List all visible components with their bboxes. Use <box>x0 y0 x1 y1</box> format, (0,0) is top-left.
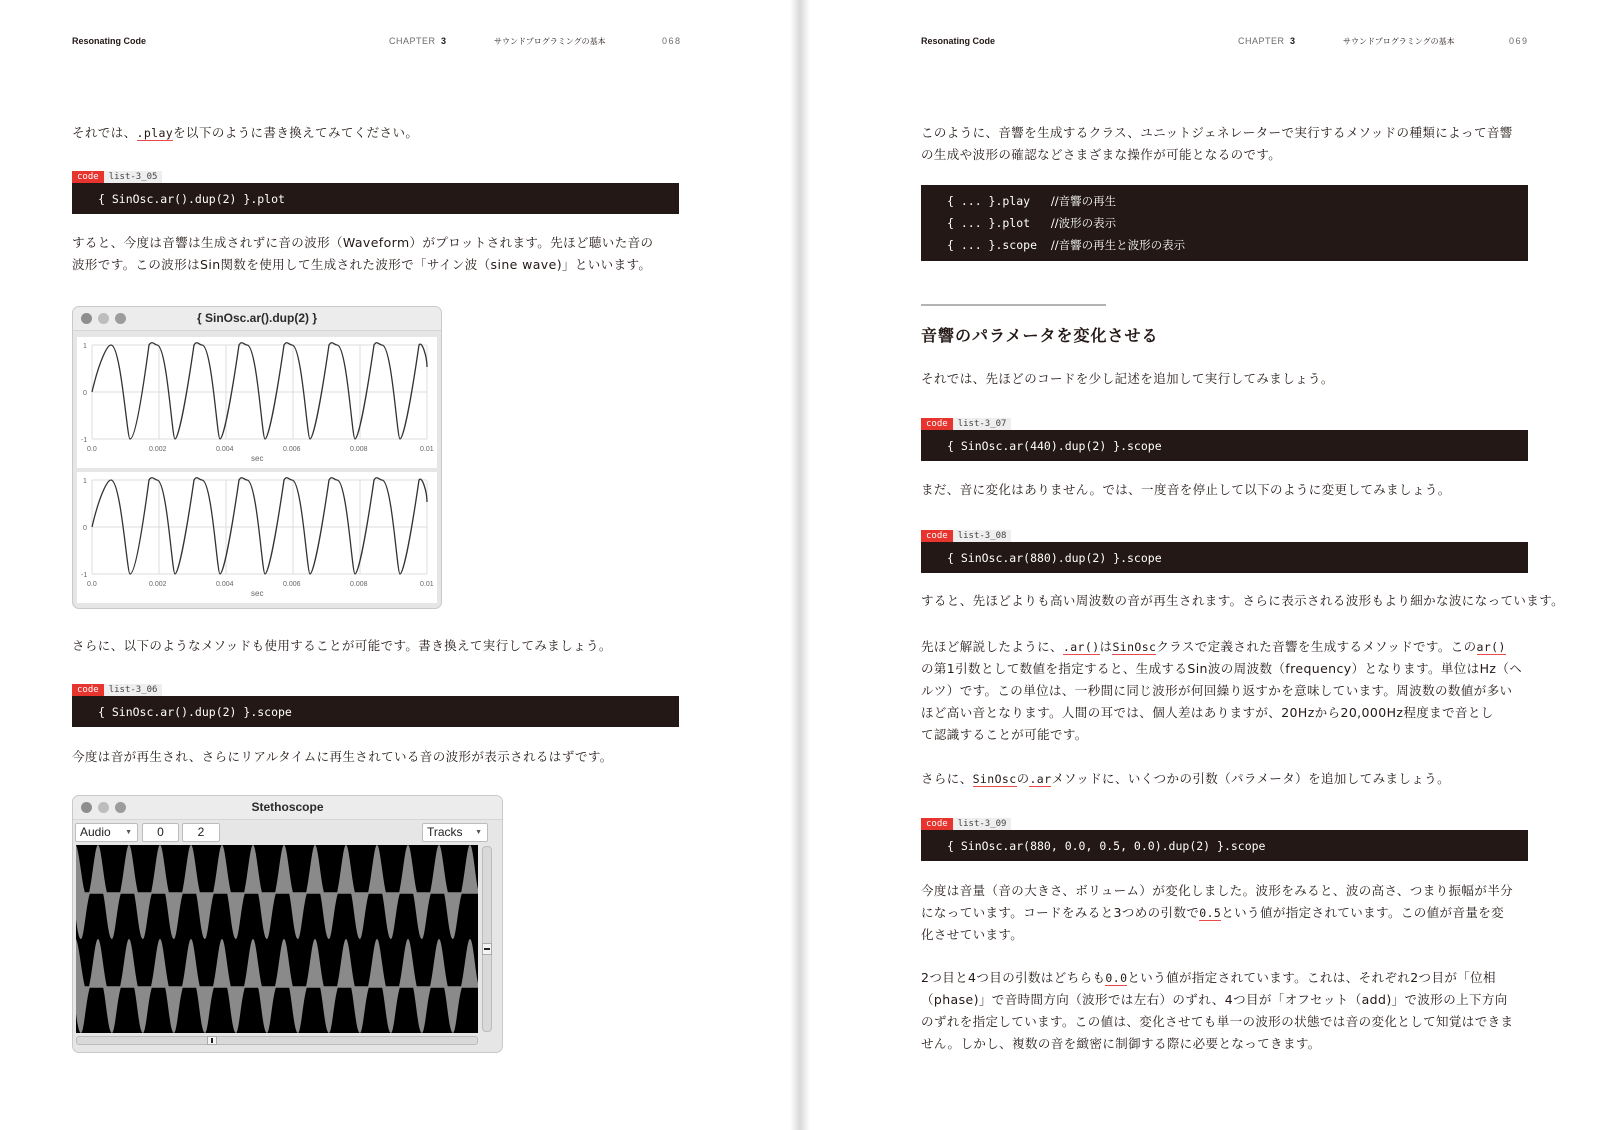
plot-panel-1 <box>77 337 437 468</box>
text-line: ルツ）です。この単位は、一秒間に同じ波形が何回繰り返すかを意味しています。周波数の数値が多い <box>921 683 1513 698</box>
scope-waveform-view <box>76 845 478 1033</box>
code-tag <box>72 171 679 183</box>
code-tag-id: list-3_05 <box>104 171 163 183</box>
stethoscope-window <box>72 795 503 1053</box>
inline-code: 0.0 <box>1105 971 1128 985</box>
inline-code: .ar <box>1029 772 1052 786</box>
text-line: すると、今度は音響は生成されずに音の波形（Waveform）がプロットされます。先ほど聴いた音の <box>72 235 654 250</box>
text-line: せん。しかし、複数の音を緻密に制御する際に必要となってきます。 <box>921 1036 1321 1051</box>
code-block <box>921 430 1528 461</box>
inline-code: SinOsc <box>1112 640 1157 654</box>
code-line: { SinOsc.ar(440).dup(2) }.scope <box>947 438 1162 453</box>
text-line: の第1引数として数値を指定すると、生成するSin波の周波数（frequency）となります。単位はHz（ヘ <box>921 661 1523 676</box>
code-tag-label: code <box>72 684 104 696</box>
left-page <box>0 0 790 1130</box>
code-line: { SinOsc.ar(880, 0.0, 0.5, 0.0).dup(2) }.scope <box>947 838 1266 853</box>
chapter-label: CHAPTER <box>1238 36 1285 46</box>
code-tag <box>72 684 679 696</box>
svg-text:-1: -1 <box>81 572 88 579</box>
section-divider <box>921 304 1106 306</box>
code-block <box>72 183 679 214</box>
code-tag <box>921 818 1528 830</box>
text: 今度は音が再生され、さらにリアルタイムに再生されている音の波形が表示されるはずです。 <box>72 749 613 764</box>
horizontal-zoom-slider[interactable] <box>76 1036 478 1045</box>
code-tag-id: list-3_09 <box>953 818 1012 830</box>
channel-index-field[interactable]: 0 <box>142 823 179 842</box>
code-line: { ... }.scope //音響の再生と波形の表示 <box>947 238 1186 252</box>
code-tag <box>921 418 1528 430</box>
code-tag-label: code <box>921 818 953 830</box>
scope-waveform <box>76 845 478 1033</box>
svg-text:0.008: 0.008 <box>350 446 368 453</box>
text-line: て認識することが可能です。 <box>921 727 1088 742</box>
book-title: Resonating Code <box>921 36 996 46</box>
right-para-4 <box>921 590 1581 612</box>
svg-text:0.01: 0.01 <box>420 581 434 588</box>
code-listing-3-06 <box>72 684 679 727</box>
text-line: 化させています。 <box>921 927 1024 942</box>
sine-plot-channel-1 <box>77 337 437 468</box>
running-header <box>72 36 682 50</box>
inline-code: ar() <box>1476 640 1506 654</box>
view-mode-value: Tracks <box>427 825 463 839</box>
right-page <box>810 0 1600 1130</box>
text-line: 今度は音量（音の大きさ、ボリューム）が変化しました。波形をみると、波の高さ、つまり振幅が半分 <box>921 883 1514 898</box>
inline-code: 0.5 <box>1199 906 1222 920</box>
svg-text:0.002: 0.002 <box>149 581 167 588</box>
text: さらに、以下のようなメソッドも使用することが可能です。書き換えて実行してみましょう。 <box>72 638 612 653</box>
code-line: { ... }.plot //波形の表示 <box>947 216 1117 230</box>
svg-text:1: 1 <box>83 343 87 350</box>
svg-text:0.0: 0.0 <box>87 446 97 453</box>
inline-code: .play <box>136 126 174 140</box>
rate-select-value: Audio <box>80 825 111 839</box>
section-heading: 音響のパラメータを変化させる <box>921 326 1159 345</box>
code-block <box>72 696 679 727</box>
channel-count-field[interactable]: 2 <box>182 823 220 842</box>
plot-window <box>72 306 442 609</box>
code-block <box>921 830 1528 861</box>
svg-text:0.006: 0.006 <box>283 446 301 453</box>
inline-code: .ar() <box>1062 640 1100 654</box>
page-number: 068 <box>662 36 682 46</box>
window-titlebar[interactable] <box>73 796 502 820</box>
code-listing-3-09 <box>921 818 1528 861</box>
page-number: 069 <box>1509 36 1529 46</box>
window-titlebar[interactable] <box>73 307 441 331</box>
text-line: のずれを指定しています。この値は、変化させても単一の波形の状態では音の変化として知覚はできま <box>921 1014 1514 1029</box>
rate-select[interactable] <box>75 823 138 842</box>
code-tag-label: code <box>72 171 104 183</box>
svg-text:1: 1 <box>83 478 87 485</box>
book-title: Resonating Code <box>72 36 147 46</box>
chevron-down-icon: ▼ <box>475 829 482 836</box>
code-listing-3-07 <box>921 418 1528 461</box>
text: すると、先ほどよりも高い周波数の音が再生されます。さらに表示される波形もより細かな波になっています。 <box>921 593 1565 608</box>
page-gutter <box>790 0 810 1130</box>
left-para-1 <box>72 122 682 144</box>
chapter-number: 3 <box>1290 36 1296 46</box>
text-line: 波形です。この波形はSin関数を使用して生成された波形で「サイン波（sine wave)」といいます。 <box>72 257 652 272</box>
svg-text:-1: -1 <box>81 437 88 444</box>
code-tag-label: code <box>921 530 953 542</box>
svg-text:0.006: 0.006 <box>283 581 301 588</box>
text: それでは、先ほどのコードを少し記述を追加して実行してみましょう。 <box>921 371 1334 386</box>
svg-text:0.004: 0.004 <box>216 581 234 588</box>
svg-text:0.008: 0.008 <box>350 581 368 588</box>
left-para-4 <box>72 746 682 768</box>
text-line: （phase)」で音時間方向（波形では左右）のずれ、4つ目が「オフセット（add)」で波形の上下方向 <box>921 992 1508 1007</box>
svg-text:0: 0 <box>83 390 87 397</box>
window-title: { SinOsc.ar().dup(2) } <box>196 311 318 325</box>
svg-text:0: 0 <box>83 525 87 532</box>
text-line: の生成や波形の確認などさまざまな操作が可能となるのです。 <box>921 147 1282 162</box>
vertical-zoom-slider[interactable] <box>482 846 492 1032</box>
code-tag-id: list-3_07 <box>953 418 1012 430</box>
chapter-title: サウンドプログラミングの基本 <box>494 37 606 46</box>
left-para-3 <box>72 635 682 657</box>
code-tag-id: list-3_06 <box>104 684 163 696</box>
code-line: { SinOsc.ar().dup(2) }.plot <box>98 191 285 206</box>
svg-text:0.004: 0.004 <box>216 446 234 453</box>
svg-text:sec: sec <box>251 454 264 463</box>
slider-thumb[interactable] <box>207 1036 217 1045</box>
right-para-8: 2つ目と4つ目の引数はどちらも0.0という値が指定されています。これは、それぞれ2つ目が「位相 （phase)」で音時間方向（波形では左右）のずれ、4つ目が「オフセット（add)」で波形の上下方向 のずれを指定しています。この値は、変化させても単一の波形の状態では音の変化として知覚はできま せん。しかし、複数の音を緻密に制御する際に必要となってきます。 <box>921 967 1561 1055</box>
plot-panel-2 <box>77 472 437 603</box>
svg-text:sec: sec <box>251 589 264 598</box>
chapter-label: CHAPTER <box>389 36 436 46</box>
sine-plot-channel-2 <box>77 472 437 603</box>
right-para-3 <box>921 479 1561 501</box>
running-header <box>921 36 1561 50</box>
slider-thumb[interactable] <box>482 943 492 955</box>
text: を以下のように書き換えてみてください。 <box>173 125 419 140</box>
text-line: ほど高い音となります。人間の耳では、個人差はありますが、20Hzから20,000Hz程度まで音とし <box>921 705 1494 720</box>
chevron-down-icon: ▼ <box>125 829 132 836</box>
scope-toolbar <box>75 822 500 844</box>
code-block <box>921 185 1528 261</box>
method-summary-block <box>921 185 1528 261</box>
code-listing-3-08 <box>921 530 1528 573</box>
right-para-1 <box>921 122 1561 166</box>
code-tag-id: list-3_08 <box>953 530 1012 542</box>
code-block <box>921 542 1528 573</box>
code-listing-3-05 <box>72 171 679 214</box>
code-line: { SinOsc.ar(880).dup(2) }.scope <box>947 550 1162 565</box>
right-para-2 <box>921 368 1561 390</box>
code-line: { SinOsc.ar().dup(2) }.scope <box>98 704 292 719</box>
left-para-2 <box>72 232 682 276</box>
right-para-5: 先ほど解説したように、.ar()はSinOscクラスで定義された音響を生成するメソッドです。このar() の第1引数として数値を指定すると、生成するSin波の周波数（frequency）となります。単位はHz（ヘ ルツ）です。この単位は、一秒間に同じ波形が何回繰り返すかを意味しています。周波数の数値が多い ほど高い音となります。人間の耳では、個人差はありますが、20Hzから20,000Hz程度まで音とし て認識することが可能です。 <box>921 636 1561 746</box>
chapter-title: サウンドプログラミングの基本 <box>1343 37 1455 46</box>
inline-code: SinOsc <box>972 772 1017 786</box>
svg-text:0.0: 0.0 <box>87 581 97 588</box>
text: まだ、音に変化はありません。では、一度音を停止して以下のように変更してみましょう。 <box>921 482 1451 497</box>
svg-text:0.01: 0.01 <box>420 446 434 453</box>
right-para-6: さらに、SinOscの.arメソッドに、いくつかの引数（パラメータ）を追加してみましょう。 <box>921 771 1450 786</box>
right-para-7: 今度は音量（音の大きさ、ボリューム）が変化しました。波形をみると、波の高さ、つまり振幅が半分 になっています。コードをみると3つめの引数で0.5という値が指定されています。この値が音量を変 化させています。 <box>921 880 1561 946</box>
text-line: このように、音響を生成するクラス、ユニットジェネレーターで実行するメソッドの種類によって音響 <box>921 125 1513 140</box>
code-line: { ... }.play //音響の再生 <box>947 194 1117 208</box>
code-tag-label: code <box>921 418 953 430</box>
svg-text:0.002: 0.002 <box>149 446 167 453</box>
text: それでは、 <box>72 125 137 140</box>
code-tag <box>921 530 1528 542</box>
window-title: Stethoscope <box>251 800 324 814</box>
chapter-number: 3 <box>441 36 447 46</box>
view-mode-select[interactable] <box>422 823 488 842</box>
